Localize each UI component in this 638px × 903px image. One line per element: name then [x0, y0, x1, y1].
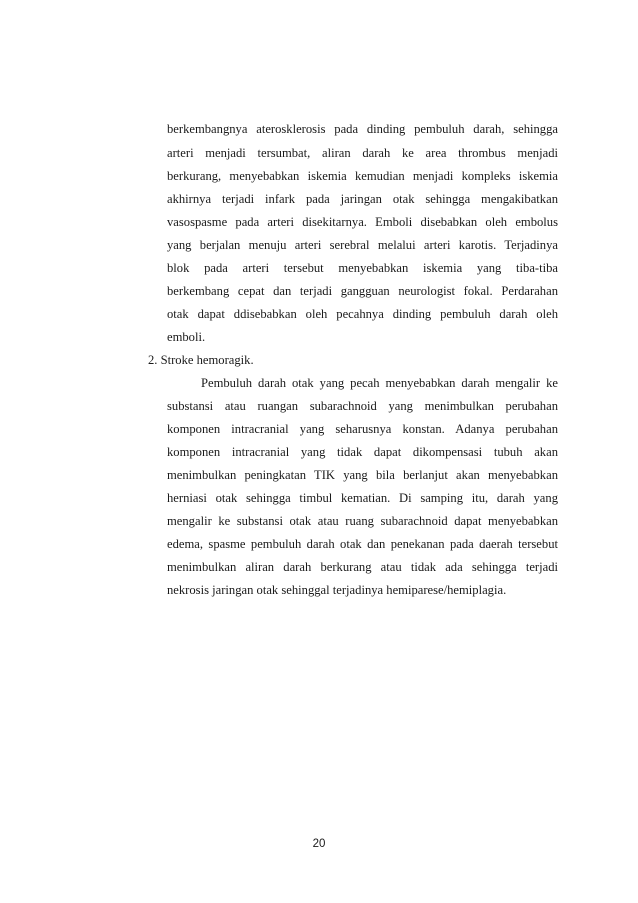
paragraph-1-line: akhirnya terjadi infark pada jaringan otak sehingga mengakibatkan	[167, 192, 558, 206]
paragraph-1-line: vasospasme pada arteri disekitarnya. Emboli disebabkan oleh embolus	[167, 215, 558, 229]
paragraph-2-line: edema, spasme pembuluh darah otak dan penekanan pada daerah tersebut	[167, 537, 558, 551]
page-number: 20	[312, 838, 326, 850]
paragraph-2-line: herniasi otak sehingga timbul kematian. Di samping itu, darah yang	[167, 491, 558, 505]
paragraph-2-last-line: nekrosis jaringan otak sehinggal terjadinya hemiparese/hemiplagia.	[167, 583, 507, 597]
paragraph-1-line: berkurang, menyebabkan iskemia kemudian menjadi kompleks iskemia	[167, 169, 558, 183]
paragraph-2-line: substansi atau ruangan subarachnoid yang menimbulkan perubahan	[167, 399, 558, 413]
paragraph-1-line: otak dapat ddisebabkan oleh pecahnya dinding pembuluh darah oleh	[167, 307, 558, 321]
paragraph-2-line: komponen intracranial yang tidak dapat dikompensasi tubuh akan	[167, 445, 558, 459]
paragraph-1-line: berkembang cepat dan terjadi gangguan neurologist fokal. Perdarahan	[167, 284, 558, 298]
paragraph-1-line: arteri menjadi tersumbat, aliran darah ke area thrombus menjadi	[167, 146, 558, 160]
paragraph-2-first-line: Pembuluh darah otak yang pecah menyebabkan darah mengalir ke	[201, 376, 558, 390]
paragraph-1-line: blok pada arteri tersebut menyebabkan iskemia yang tiba-tiba	[167, 261, 558, 275]
paragraph-1-line: yang berjalan menuju arteri serebral melalui arteri karotis. Terjadinya	[167, 238, 558, 252]
paragraph-2-line: menimbulkan aliran darah berkurang atau tidak ada sehingga terjadi	[167, 560, 558, 574]
paragraph-2-line: mengalir ke substansi otak atau ruang subarachnoid dapat menyebabkan	[167, 514, 558, 528]
paragraph-1-last-line: emboli.	[167, 330, 206, 344]
paragraph-2-line: komponen intracranial yang seharusnya konstan. Adanya perubahan	[167, 422, 558, 436]
paragraph-1-line: berkembangnya aterosklerosis pada dinding pembuluh darah, sehingga	[167, 122, 558, 136]
section-heading: 2. Stroke hemoragik.	[148, 353, 254, 367]
paragraph-2-line: menimbulkan peningkatan TIK yang bila berlanjut akan menyebabkan	[167, 468, 558, 482]
